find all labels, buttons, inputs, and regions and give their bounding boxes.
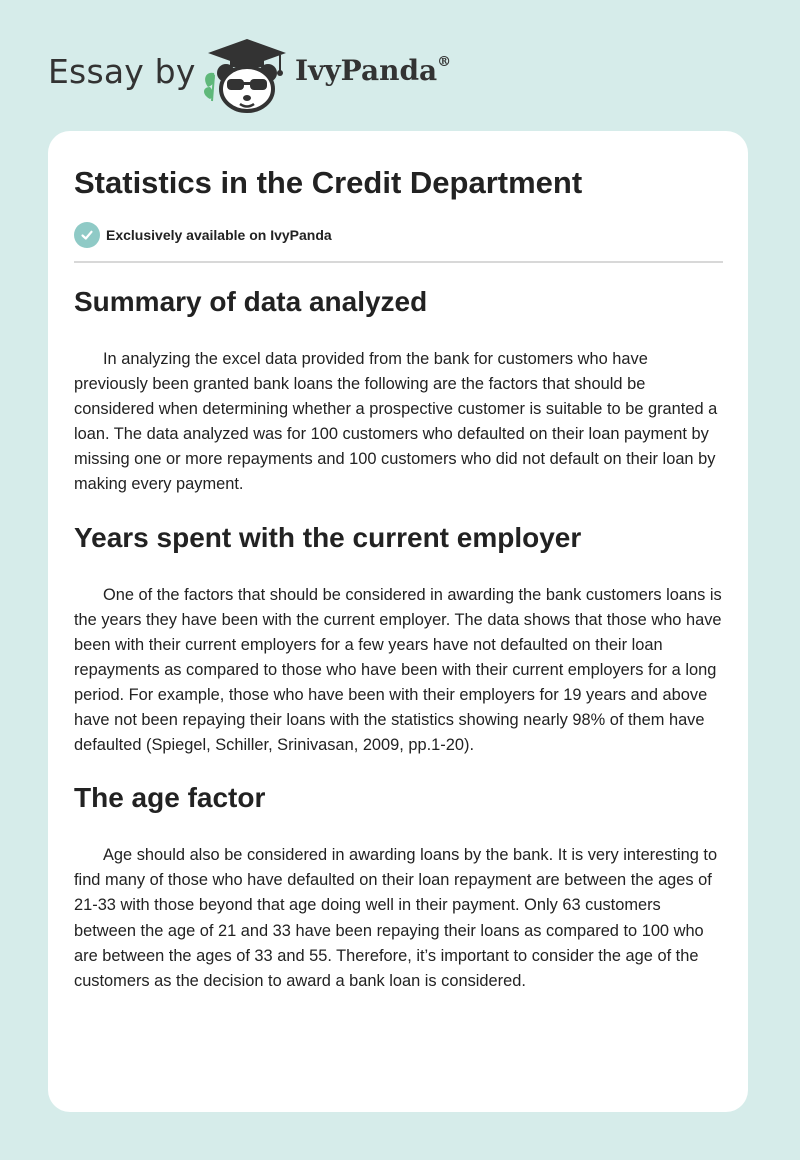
essay-section bbox=[74, 779, 726, 994]
essay-by-label: Essay by bbox=[48, 52, 196, 91]
essay-title: Statistics in the Credit Department bbox=[74, 165, 583, 200]
essay-card bbox=[48, 131, 748, 1112]
exclusive-badge-label: Exclusively available on IvyPanda bbox=[106, 227, 332, 243]
essay-section bbox=[74, 283, 726, 498]
section-paragraph: In analyzing the excel data provided from the bank for customers who have previously been granted bank loans the following are the factors that should be considered when determining whether a prospective customer is suitable to be granted a loan. The data analyzed was for 100 customers who defaulted on their loan payment by missing one or more repayments and 100 customers who did not default on their loan by making every payment. bbox=[74, 350, 718, 494]
panda-logo-icon bbox=[202, 35, 292, 115]
section-heading: Years spent with the current employer bbox=[74, 521, 582, 553]
site-brand[interactable] bbox=[48, 30, 468, 120]
essay-body bbox=[74, 283, 726, 994]
title-divider bbox=[74, 261, 723, 263]
section-heading: Summary of data analyzed bbox=[74, 286, 428, 317]
section-paragraph: One of the factors that should be considered in awarding the bank customers loans is the years they have been with the current employer. The data shows that those who have been with their current employers for a few years have not defaulted on their loan repayments as compared to those who have been with their current employers for a long period. For example, those who have been with their employers for 19 years and above have not been repaying their loans with the statistics showing nearly 98% of them have defaulted (Spiegel, Schiller, Srinivasan, 2009, pp.1-20). bbox=[74, 585, 722, 755]
essay-section bbox=[74, 519, 726, 759]
exclusive-badge bbox=[74, 222, 332, 248]
section-heading: The age factor bbox=[74, 782, 266, 814]
section-paragraph: Age should also be considered in awarding loans by the bank. It is very interesting to find many of those who have defaulted on their loan repayment are between the ages of 21-33 with those beyond that age doing well in their payment. Only 63 customers between the age of 21 and 33 have been repaying their loans as compared to 100 who are between the ages of 33 and 55. Therefore, it’s important to consider the age of the customers as the decision to award a bank loan is considered. bbox=[74, 846, 718, 990]
check-circle-icon bbox=[74, 222, 100, 248]
ivypanda-wordmark: IvyPanda® bbox=[295, 53, 452, 87]
